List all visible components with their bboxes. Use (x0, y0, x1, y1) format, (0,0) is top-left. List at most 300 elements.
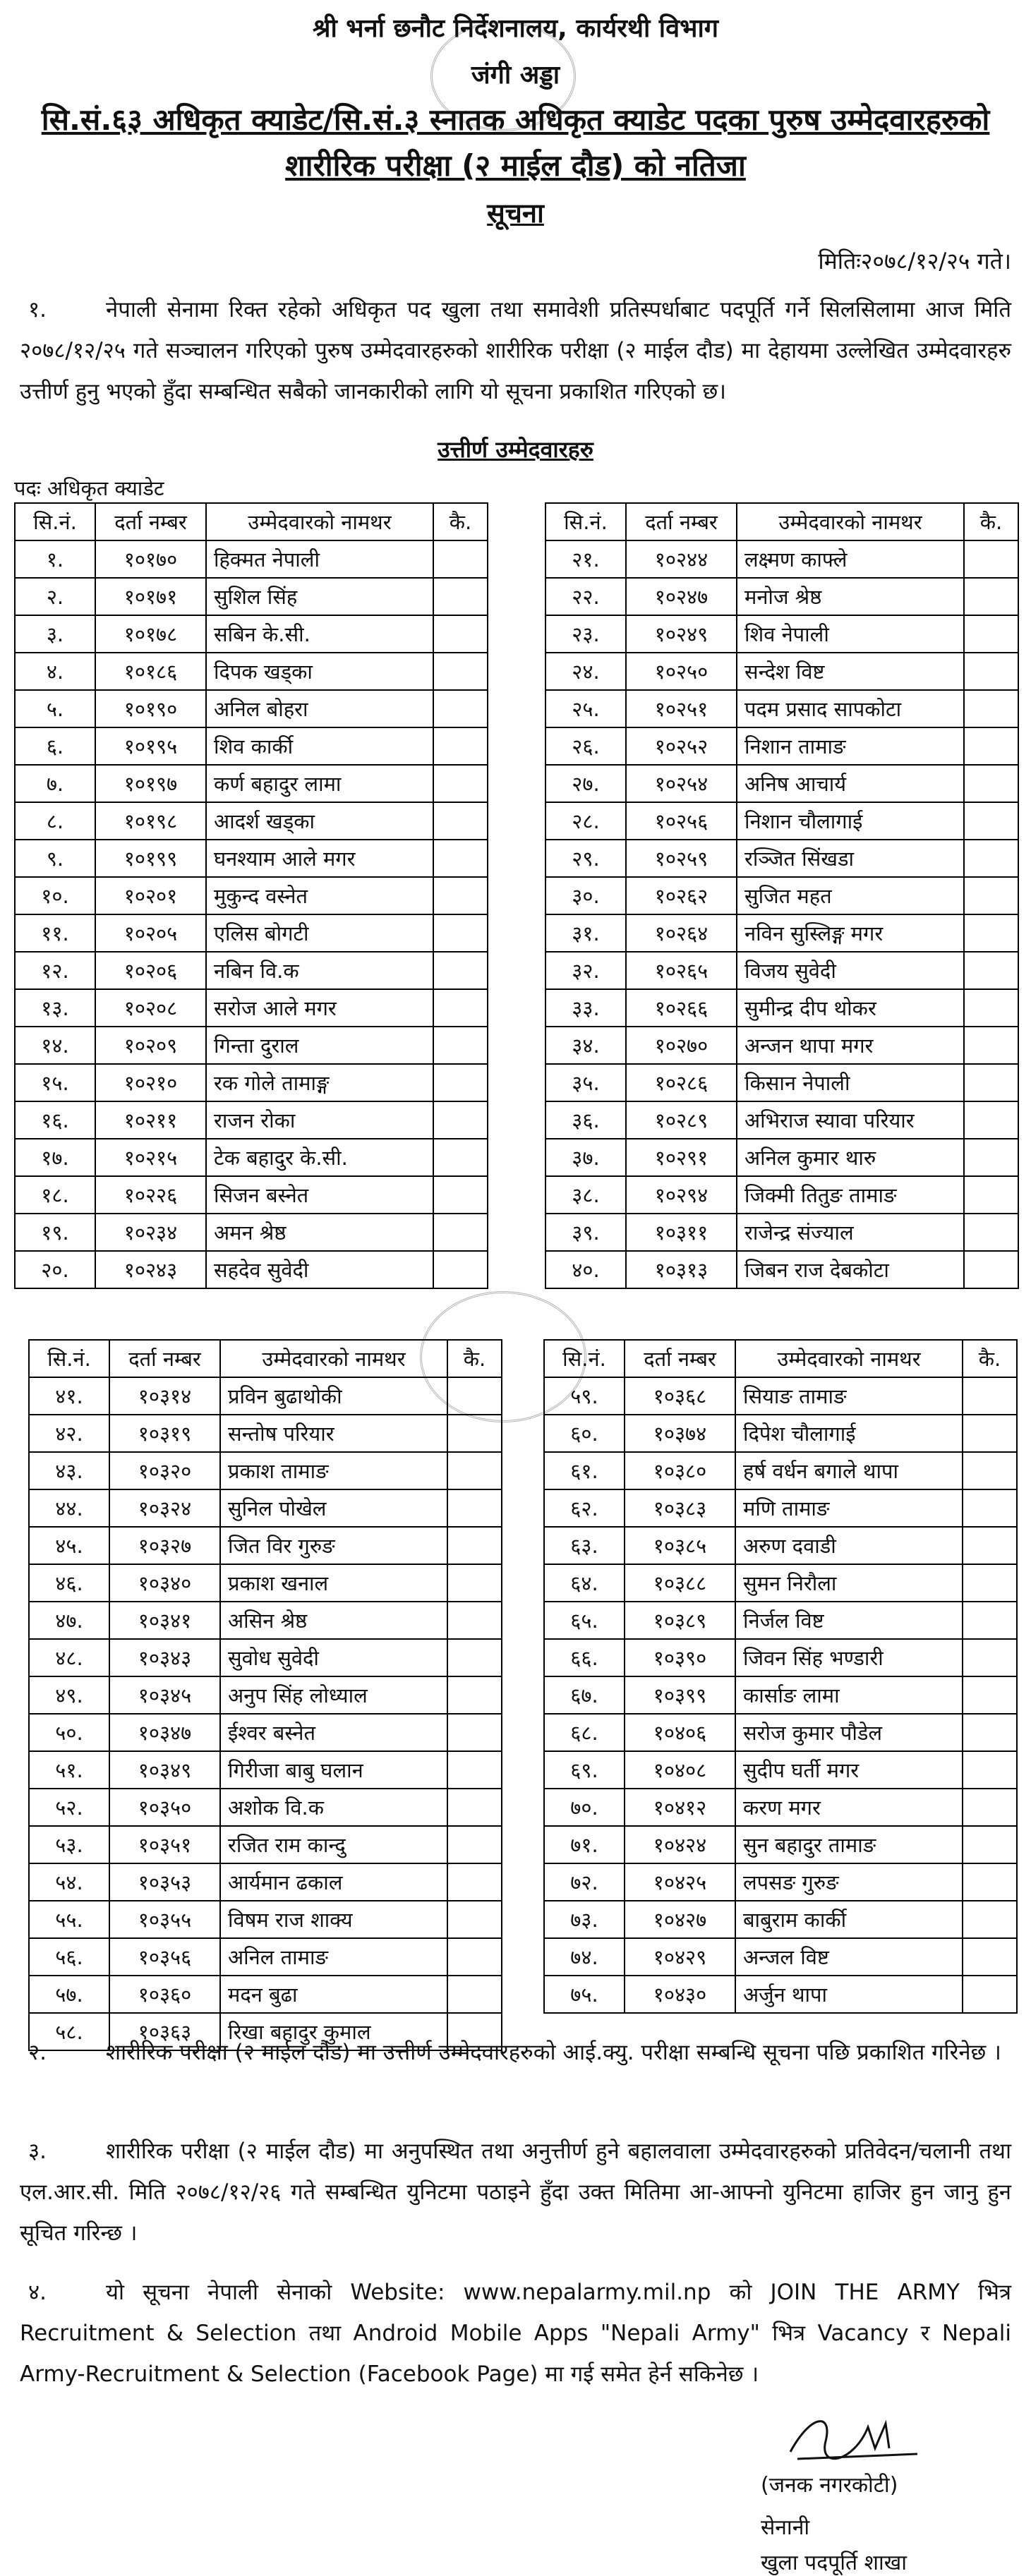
cell-reg: १०१९० (95, 690, 206, 727)
cell-remarks (963, 1377, 1017, 1415)
cell-name: शिव नेपाली (737, 615, 964, 653)
cell-remarks (964, 765, 1018, 802)
table-row (544, 1938, 1017, 1976)
cell-remarks (433, 690, 488, 727)
cell-sn: ४१. (29, 1377, 109, 1415)
cell-remarks (433, 1176, 488, 1214)
table-row (15, 578, 488, 615)
cell-remarks (964, 690, 1018, 727)
table-row (545, 690, 1018, 727)
cell-remarks (433, 952, 488, 989)
cell-name: सहदेव सुवेदी (206, 1251, 433, 1288)
cell-sn: ३९. (545, 1214, 626, 1251)
cell-reg: १०३२० (109, 1452, 220, 1489)
cell-reg: १०१९८ (95, 802, 206, 840)
cell-sn: ७१. (544, 1826, 625, 1863)
cell-reg: १०१९७ (95, 765, 206, 802)
cell-sn: ६५. (544, 1602, 625, 1639)
table-row (545, 727, 1018, 765)
cell-name: अनुप सिंह लोध्याल (220, 1676, 447, 1714)
table-header-row (15, 503, 488, 540)
cell-sn: ३६. (545, 1101, 626, 1139)
cell-sn: ७. (15, 765, 95, 802)
cell-remarks (964, 1101, 1018, 1139)
table-row (545, 765, 1018, 802)
column-header-remarks: कै. (433, 503, 488, 540)
table-row (545, 989, 1018, 1027)
cell-name: कार्साङ लामा (735, 1676, 963, 1714)
cell-name: मदन बुढा (220, 1976, 447, 2013)
cell-remarks (963, 1676, 1017, 1714)
cell-reg: १०४२४ (625, 1826, 735, 1863)
cell-remarks (964, 877, 1018, 914)
cell-reg: १०२६६ (626, 989, 737, 1027)
cell-name: अनिल कुमार थारु (737, 1139, 964, 1176)
cell-reg: १०३२७ (109, 1527, 220, 1564)
cell-name: लक्ष्मण काफ्ले (737, 540, 964, 578)
cell-reg: १०४२९ (625, 1938, 735, 1976)
cell-sn: २८. (545, 802, 626, 840)
cell-sn: ९. (15, 840, 95, 877)
table-row (545, 952, 1018, 989)
table-row (544, 1714, 1017, 1751)
cell-sn: ५१. (29, 1751, 109, 1789)
cell-name: अनिष आचार्य (737, 765, 964, 802)
cell-sn: २०. (15, 1251, 95, 1288)
cell-name: मुकुन्द वस्नेत (206, 877, 433, 914)
cell-remarks (964, 1251, 1018, 1288)
column-header-sn: सि.नं. (15, 503, 95, 540)
issuing-office: श्री भर्ना छनौट निर्देशनालय, कार्यरथी विभाग (312, 14, 719, 43)
table-row (545, 1027, 1018, 1064)
cell-reg: १०२९१ (626, 1139, 737, 1176)
cell-reg: १०३४१ (109, 1602, 220, 1639)
table-row (545, 615, 1018, 653)
cell-name: रञ्जित सिंखडा (737, 840, 964, 877)
table-row (29, 1377, 502, 1415)
cell-reg: १०३६८ (625, 1377, 735, 1415)
cell-remarks (963, 1527, 1017, 1564)
cell-remarks (963, 1938, 1017, 1976)
cell-reg: १०२३४ (95, 1214, 206, 1251)
cell-name: अर्जुन थापा (735, 1976, 963, 2013)
table-row (15, 989, 488, 1027)
cell-sn: ६७. (544, 1676, 625, 1714)
cell-name: प्रकाश तामाङ (220, 1452, 447, 1489)
results-table-3 (28, 1339, 502, 2051)
column-header-reg: दर्ता नम्बर (109, 1340, 220, 1377)
paragraph-text: शारीरिक परीक्षा (२ माईल दौड) मा अनुपस्थित तथा अनुत्तीर्ण हुने बहालवाला उम्मेदवारहरुको प्रतिवेदन/चलानी तथा एल.आर.सी. मिति २०७८/१२/२६ गते सम्बन्धित युनिटमा पठाइने हुँदा उक्त मितिमा आ-आफ्नो युनिटमा हाजिर हुन जानु हुन सूचित गरिन्छ । (20, 2139, 1011, 2246)
cell-sn: ६९. (544, 1751, 625, 1789)
cell-remarks (964, 840, 1018, 877)
cell-name: निर्जल विष्ट (735, 1602, 963, 1639)
table-row (15, 765, 488, 802)
table-row (29, 1938, 502, 1976)
cell-remarks (433, 727, 488, 765)
cell-reg: १०३६० (109, 1976, 220, 2013)
column-header-reg: दर्ता नम्बर (625, 1340, 735, 1377)
table-row (29, 1527, 502, 1564)
cell-name: गिन्ता दुराल (206, 1027, 433, 1064)
cell-remarks (433, 653, 488, 690)
cell-remarks (963, 1901, 1017, 1938)
paragraph-text: यो सूचना नेपाली सेनाको Website: www.nepalarmy.mil.np को JOIN THE ARMY भित्र Recruitment & Selection तथा Android Mobile Apps "Nepali Army" भित्र Vacancy र Nepali Army-Recruitment & Selection (Facebook Page) मा गई समेत हेर्न सकिनेछ । (20, 2280, 1011, 2387)
cell-reg: १०१७० (95, 540, 206, 578)
cell-remarks (963, 1639, 1017, 1676)
cell-reg: १०३४३ (109, 1639, 220, 1676)
cell-remarks (964, 802, 1018, 840)
table-header-row (29, 1340, 502, 1377)
cell-remarks (964, 1139, 1018, 1176)
column-header-name: उम्मेदवारको नामथर (206, 503, 433, 540)
cell-remarks (447, 1489, 502, 1527)
cell-name: गिरीजा बाबु घलान (220, 1751, 447, 1789)
cell-sn: ६. (15, 727, 95, 765)
cell-name: सन्देश विष्ट (737, 653, 964, 690)
cell-reg: १०३४५ (109, 1676, 220, 1714)
cell-sn: ६२. (544, 1489, 625, 1527)
paragraph-number: १. (28, 297, 47, 322)
post-label: पदः अधिकृत क्याडेट (14, 476, 164, 500)
cell-remarks (433, 578, 488, 615)
table-row (545, 877, 1018, 914)
column-header-sn: सि.नं. (29, 1340, 109, 1377)
table-row (15, 1027, 488, 1064)
cell-name: विषम राज शाक्य (220, 1901, 447, 1938)
table-row (544, 1751, 1017, 1789)
paragraph-text: नेपाली सेनामा रिक्त रहेको अधिकृत पद खुला तथा समावेशी प्रतिस्पर्धाबाट पदपूर्ति गर्ने सिलसिलामा आज मिति २०७८/१२/२५ गते सञ्चालन गरिएको पुरुष उम्मेदवारहरुको शारीरिक परीक्षा (२ माईल दौड) मा देहायमा उल्लेखित उम्मेदवारहरु उत्तीर्ण हुनु भएको हुँदा सम्बन्धित सबैको जानकारीको लागि यो सूचना प्रकाशित गरिएको छ। (20, 297, 1011, 404)
cell-reg: १०१९९ (95, 840, 206, 877)
cell-remarks (964, 1064, 1018, 1101)
cell-reg: १०३१३ (626, 1251, 737, 1288)
cell-name: सुशिल सिंह (206, 578, 433, 615)
cell-sn: १८. (15, 1176, 95, 1214)
cell-reg: १०३४० (109, 1564, 220, 1602)
cell-reg: १०३१४ (109, 1377, 220, 1415)
cell-sn: ६६. (544, 1639, 625, 1676)
cell-sn: ६३. (544, 1527, 625, 1564)
cell-reg: १०३४७ (109, 1714, 220, 1751)
cell-reg: १०१८६ (95, 653, 206, 690)
cell-name: टेक बहादुर के.सी. (206, 1139, 433, 1176)
cell-name: विजय सुवेदी (737, 952, 964, 989)
cell-sn: ४२. (29, 1415, 109, 1452)
table-row (544, 1863, 1017, 1901)
results-table-4 (543, 1339, 1018, 2014)
cell-remarks (447, 1938, 502, 1976)
cell-name: सिजन बस्नेत (206, 1176, 433, 1214)
cell-reg: १०४१२ (625, 1789, 735, 1826)
cell-remarks (447, 1976, 502, 2013)
cell-reg: १०४२५ (625, 1863, 735, 1901)
cell-reg: १०३५५ (109, 1901, 220, 1938)
cell-remarks (447, 1789, 502, 1826)
cell-sn: २९. (545, 840, 626, 877)
cell-sn: ६८. (544, 1714, 625, 1751)
cell-name: जिवन सिंह भण्डारी (735, 1639, 963, 1676)
cell-sn: २७. (545, 765, 626, 802)
cell-reg: १०३१९ (109, 1415, 220, 1452)
table-row (29, 1789, 502, 1826)
cell-sn: १. (15, 540, 95, 578)
table-row (544, 1415, 1017, 1452)
table-row (29, 1602, 502, 1639)
cell-name: राजेन्द्र संज्याल (737, 1214, 964, 1251)
table-row (545, 840, 1018, 877)
cell-reg: १०२५९ (626, 840, 737, 877)
cell-name: घनश्याम आले मगर (206, 840, 433, 877)
cell-reg: १०२१५ (95, 1139, 206, 1176)
notice-title-line2: शारीरिक परीक्षा (२ माईल दौड) को नतिजा (285, 148, 746, 183)
cell-reg: १०३८९ (625, 1602, 735, 1639)
cell-name: जिक्मी तितुङ तामाङ (737, 1176, 964, 1214)
table-row (545, 1139, 1018, 1176)
cell-name: आर्यमान ढकाल (220, 1863, 447, 1901)
table-row (544, 1489, 1017, 1527)
cell-name: रक गोले तामाङ्ग (206, 1064, 433, 1101)
cell-remarks (447, 1602, 502, 1639)
column-header-sn: सि.नं. (545, 503, 626, 540)
cell-reg: १०३८५ (625, 1527, 735, 1564)
cell-sn: ३०. (545, 877, 626, 914)
cell-sn: १३. (15, 989, 95, 1027)
signatory-rank: सेनानी (761, 2515, 810, 2540)
results-table-2 (545, 502, 1019, 1289)
cell-name: मणि तामाङ (735, 1489, 963, 1527)
cell-name: सुवोध सुवेदी (220, 1639, 447, 1676)
cell-remarks (447, 1527, 502, 1564)
table-row (15, 840, 488, 877)
cell-sn: ७४. (544, 1938, 625, 1976)
table-row (15, 1064, 488, 1101)
cell-sn: ५०. (29, 1714, 109, 1751)
cell-remarks (433, 989, 488, 1027)
cell-name: सन्तोष परियार (220, 1415, 447, 1452)
cell-name: सियाङ तामाङ (735, 1377, 963, 1415)
cell-remarks (963, 1564, 1017, 1602)
cell-remarks (964, 578, 1018, 615)
table-row (29, 1489, 502, 1527)
table-row (545, 578, 1018, 615)
cell-reg: १०१७१ (95, 578, 206, 615)
cell-sn: ५८. (29, 2013, 109, 2050)
cell-reg: १०२५२ (626, 727, 737, 765)
cell-reg: १०३९० (625, 1639, 735, 1676)
cell-remarks (964, 615, 1018, 653)
table-row (545, 1176, 1018, 1214)
table-row (29, 1676, 502, 1714)
cell-reg: १०२८६ (626, 1064, 737, 1101)
cell-name: अन्जन थापा मगर (737, 1027, 964, 1064)
cell-remarks (964, 989, 1018, 1027)
cell-remarks (963, 1863, 1017, 1901)
table-row (29, 1901, 502, 1938)
cell-sn: ५४. (29, 1863, 109, 1901)
cell-reg: १०२४४ (626, 540, 737, 578)
cell-sn: १४. (15, 1027, 95, 1064)
table-row (15, 877, 488, 914)
table-row (544, 1564, 1017, 1602)
notice-title-line1: सि.सं.६३ अधिकृत क्याडेट/सि.सं.३ स्नातक अधिकृत क्याडेट पदका पुरुष उम्मेदवारहरुको (41, 102, 990, 137)
cell-reg: १०२५६ (626, 802, 737, 840)
cell-remarks (963, 1714, 1017, 1751)
cell-reg: १०२४९ (626, 615, 737, 653)
cell-remarks (963, 1415, 1017, 1452)
cell-remarks (433, 1101, 488, 1139)
cell-reg: १०२०१ (95, 877, 206, 914)
cell-name: अशोक वि.क (220, 1789, 447, 1826)
table-row (15, 952, 488, 989)
cell-reg: १०३५३ (109, 1863, 220, 1901)
cell-name: सुनिल पोखेल (220, 1489, 447, 1527)
notice-label: सूचना (487, 198, 544, 229)
table-row (29, 1714, 502, 1751)
table-row (15, 653, 488, 690)
cell-sn: ३७. (545, 1139, 626, 1176)
table-row (544, 1826, 1017, 1863)
cell-name: कर्ण बहादुर लामा (206, 765, 433, 802)
cell-sn: २२. (545, 578, 626, 615)
column-header-remarks: कै. (447, 1340, 502, 1377)
cell-sn: ३१. (545, 914, 626, 952)
cell-name: बाबुराम कार्की (735, 1901, 963, 1938)
cell-sn: १६. (15, 1101, 95, 1139)
cell-sn: ५६. (29, 1938, 109, 1976)
table-row (29, 1452, 502, 1489)
table-row (544, 1602, 1017, 1639)
cell-sn: ५९. (544, 1377, 625, 1415)
table-row (544, 1452, 1017, 1489)
table-row (544, 1377, 1017, 1415)
cell-remarks (433, 840, 488, 877)
cell-sn: ३४. (545, 1027, 626, 1064)
cell-name: लपसङ गुरुङ (735, 1863, 963, 1901)
table-row (545, 914, 1018, 952)
cell-remarks (963, 1602, 1017, 1639)
table-row (15, 1101, 488, 1139)
table-header-row (544, 1340, 1017, 1377)
cell-name: मनोज श्रेष्ठ (737, 578, 964, 615)
cell-name: सुन बहादुर तामाङ (735, 1826, 963, 1863)
paragraph-number: ३. (28, 2139, 47, 2164)
table-row (15, 1176, 488, 1214)
handwritten-signature (783, 2399, 924, 2469)
paragraph-1 (20, 289, 1011, 412)
cell-sn: ४०. (545, 1251, 626, 1288)
cell-remarks (447, 1415, 502, 1452)
cell-sn: ६०. (544, 1415, 625, 1452)
paragraph-3 (20, 2131, 1011, 2254)
table-row (544, 1676, 1017, 1714)
cell-remarks (964, 914, 1018, 952)
table-row (15, 615, 488, 653)
cell-sn: ४४. (29, 1489, 109, 1527)
cell-sn: ५७. (29, 1976, 109, 2013)
cell-name: नबिन वि.क (206, 952, 433, 989)
passed-candidates-heading: उत्तीर्ण उम्मेदवारहरु (438, 436, 593, 463)
cell-remarks (433, 615, 488, 653)
cell-reg: १०२८९ (626, 1101, 737, 1139)
cell-reg: १०२५४ (626, 765, 737, 802)
cell-name: राजन रोका (206, 1101, 433, 1139)
cell-reg: १०२९४ (626, 1176, 737, 1214)
cell-reg: १०२०५ (95, 914, 206, 952)
cell-sn: २६. (545, 727, 626, 765)
cell-reg: १०२४३ (95, 1251, 206, 1288)
cell-reg: १०३४९ (109, 1751, 220, 1789)
cell-remarks (433, 540, 488, 578)
table-row (29, 1751, 502, 1789)
cell-reg: १०४२७ (625, 1901, 735, 1938)
cell-sn: ३२. (545, 952, 626, 989)
cell-sn: १०. (15, 877, 95, 914)
cell-name: ईश्वर बस्नेत (220, 1714, 447, 1751)
table-row (29, 1639, 502, 1676)
cell-reg: १०२५१ (626, 690, 737, 727)
cell-name: जिबन राज देबकोटा (737, 1251, 964, 1288)
cell-sn: ३८. (545, 1176, 626, 1214)
paragraph-number: २. (28, 2040, 47, 2065)
column-header-remarks: कै. (964, 503, 1018, 540)
table-row (545, 653, 1018, 690)
column-header-sn: सि.नं. (544, 1340, 625, 1377)
table-row (15, 1251, 488, 1288)
table-row (29, 1863, 502, 1901)
cell-remarks (964, 727, 1018, 765)
cell-sn: १७. (15, 1139, 95, 1176)
cell-remarks (433, 802, 488, 840)
signatory-office: खुला पदपूर्ति शाखा (761, 2551, 908, 2575)
cell-reg: १०२७० (626, 1027, 737, 1064)
cell-name: आदर्श खड्का (206, 802, 433, 840)
cell-sn: ७३. (544, 1901, 625, 1938)
cell-reg: १०२५० (626, 653, 737, 690)
table-row (15, 1214, 488, 1251)
cell-name: अरुण दवाडी (735, 1527, 963, 1564)
cell-reg: १०१९५ (95, 727, 206, 765)
cell-sn: ३५. (545, 1064, 626, 1101)
column-header-reg: दर्ता नम्बर (95, 503, 206, 540)
cell-name: सुमीन्द्र दीप थोकर (737, 989, 964, 1027)
cell-name: अन्जल विष्ट (735, 1938, 963, 1976)
column-header-name: उम्मेदवारको नामथर (220, 1340, 447, 1377)
office-location: जंगी अड्डा (471, 61, 560, 90)
cell-remarks (964, 653, 1018, 690)
cell-reg: १०३८८ (625, 1564, 735, 1602)
cell-remarks (964, 1027, 1018, 1064)
cell-sn: ३३. (545, 989, 626, 1027)
cell-name: सबिन के.सी. (206, 615, 433, 653)
cell-reg: १०३२४ (109, 1489, 220, 1527)
table-row (545, 1101, 1018, 1139)
cell-sn: २४. (545, 653, 626, 690)
cell-remarks (433, 1027, 488, 1064)
cell-sn: १२. (15, 952, 95, 989)
column-header-name: उम्मेदवारको नामथर (735, 1340, 963, 1377)
cell-name: किसान नेपाली (737, 1064, 964, 1101)
cell-reg: १०३८० (625, 1452, 735, 1489)
cell-name: हिक्मत नेपाली (206, 540, 433, 578)
cell-sn: ७२. (544, 1863, 625, 1901)
cell-remarks (433, 1214, 488, 1251)
cell-reg: १०३५१ (109, 1826, 220, 1863)
cell-name: सरोज आले मगर (206, 989, 433, 1027)
cell-sn: ४. (15, 653, 95, 690)
table-row (15, 1139, 488, 1176)
table-row (29, 1826, 502, 1863)
cell-remarks (963, 1452, 1017, 1489)
cell-name: एलिस बोगटी (206, 914, 433, 952)
